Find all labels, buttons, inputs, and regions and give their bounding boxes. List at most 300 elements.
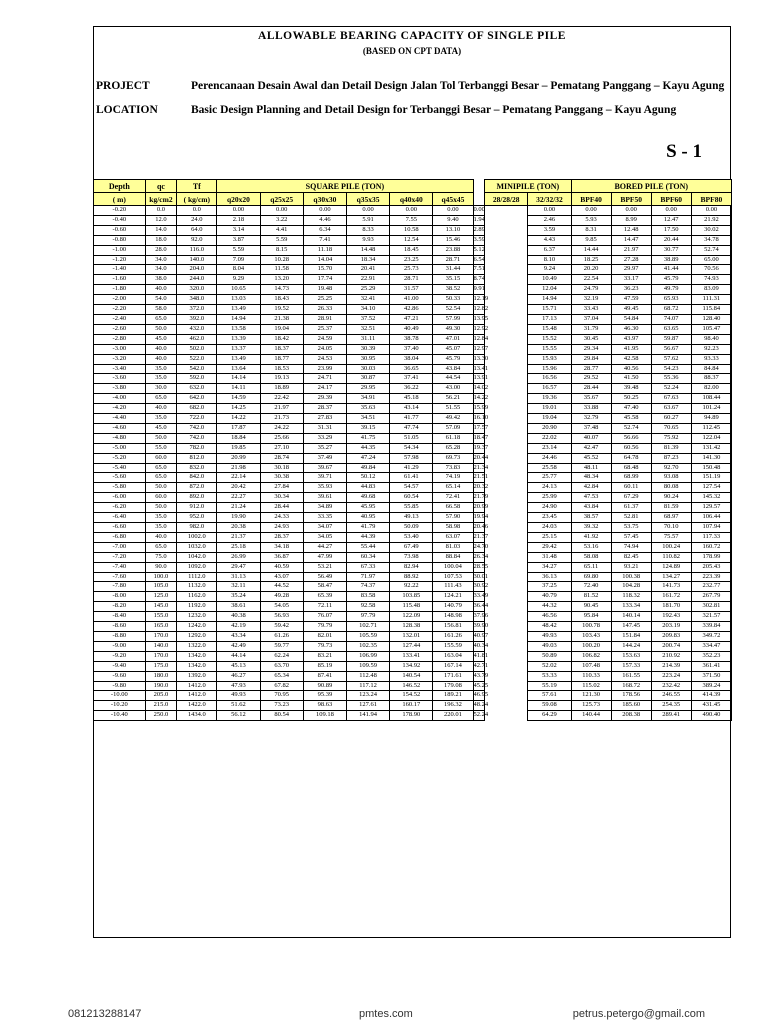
- table-cell: 14.47: [611, 235, 651, 245]
- table-cell: 38.78: [390, 334, 433, 344]
- table-cell: 178.90: [390, 711, 433, 721]
- table-cell: 37.48: [571, 423, 611, 433]
- table-cell: 3.22: [260, 215, 303, 225]
- table-cell: 1342.0: [177, 661, 217, 671]
- table-cell: 100.04: [433, 562, 473, 572]
- table-cell: 117.33: [691, 532, 731, 542]
- table-cell: 36.65: [390, 364, 433, 374]
- table-cell: 20.44: [651, 235, 691, 245]
- table-cell: 81.59: [651, 503, 691, 513]
- table-cell: 67.82: [260, 681, 303, 691]
- table-cell: 170.0: [145, 631, 177, 641]
- table-cell: -5.80: [94, 483, 146, 493]
- table-cell: 18.47: [473, 433, 485, 443]
- table-cell: 48.24: [473, 701, 485, 711]
- table-row: [94, 245, 732, 255]
- table-cell: 161.72: [651, 592, 691, 602]
- table-cell: 209.83: [651, 631, 691, 641]
- table-cell: 44.14: [217, 651, 260, 661]
- table-cell: 0.0: [145, 206, 177, 216]
- table-cell: 1192.0: [177, 602, 217, 612]
- table-cell: 33.49: [473, 592, 485, 602]
- table-cell: 18.25: [571, 255, 611, 265]
- table-row: [94, 275, 732, 285]
- table-cell: 31.31: [303, 423, 346, 433]
- table-cell: 36.13: [528, 572, 571, 582]
- table-gap-cell: [485, 433, 528, 443]
- unit-tf: ( kg/cm): [177, 193, 217, 206]
- table-cell: 63.70: [260, 661, 303, 671]
- table-cell: 115.48: [390, 602, 433, 612]
- table-cell: 682.0: [177, 404, 217, 414]
- table-cell: 38.61: [217, 602, 260, 612]
- table-cell: 37.40: [390, 344, 433, 354]
- table-cell: 14.14: [217, 374, 260, 384]
- table-cell: 56.67: [651, 344, 691, 354]
- table-gap-cell: [485, 275, 528, 285]
- table-cell: 21.24: [217, 503, 260, 513]
- table-cell: 54.05: [260, 602, 303, 612]
- table-cell: 9.24: [528, 265, 571, 275]
- table-cell: 100.0: [145, 572, 177, 582]
- table-row: [94, 661, 732, 671]
- table-cell: 49.45: [611, 305, 651, 315]
- table-cell: 38.0: [145, 275, 177, 285]
- table-cell: 60.11: [611, 483, 651, 493]
- table-cell: 36.87: [260, 552, 303, 562]
- table-cell: -2.20: [94, 305, 146, 315]
- table-cell: 93.08: [651, 473, 691, 483]
- table-cell: 23.45: [528, 513, 571, 523]
- table-cell: 43.07: [260, 572, 303, 582]
- table-cell: 208.38: [611, 711, 651, 721]
- table-cell: 43.84: [433, 364, 473, 374]
- table-cell: 250.0: [145, 711, 177, 721]
- table-cell: 46.30: [611, 324, 651, 334]
- table-row: [94, 542, 732, 552]
- table-cell: 61.37: [611, 503, 651, 513]
- table-cell: 42.84: [571, 483, 611, 493]
- table-row: [94, 344, 732, 354]
- table-cell: 39.15: [347, 423, 390, 433]
- table-cell: 65.0: [145, 314, 177, 324]
- table-cell: 289.41: [651, 711, 691, 721]
- table-cell: 24.05: [303, 344, 346, 354]
- table-cell: 15.99: [473, 404, 485, 414]
- table-cell: 24.59: [303, 334, 346, 344]
- table-cell: 14.04: [303, 255, 346, 265]
- table-row: [94, 394, 732, 404]
- unit-q40x40: q40x40: [390, 193, 433, 206]
- unit-qc: kg/cm2: [145, 193, 177, 206]
- table-cell: 361.41: [691, 661, 731, 671]
- table-cell: 103.85: [390, 592, 433, 602]
- table-cell: 40.0: [145, 404, 177, 414]
- table-cell: 131.42: [691, 443, 731, 453]
- table-cell: -5.40: [94, 463, 146, 473]
- table-cell: 19.52: [260, 305, 303, 315]
- table-cell: 56.21: [433, 394, 473, 404]
- table-cell: 55.0: [145, 443, 177, 453]
- table-cell: 59.77: [260, 641, 303, 651]
- table-cell: 42.58: [611, 354, 651, 364]
- table-row: [94, 681, 732, 691]
- table-cell: 58.98: [433, 523, 473, 533]
- table-row: [94, 404, 732, 414]
- table-cell: 140.0: [145, 641, 177, 651]
- table-cell: 339.84: [691, 622, 731, 632]
- table-cell: 118.32: [611, 592, 651, 602]
- table-cell: 57.09: [433, 423, 473, 433]
- table-cell: 93.33: [691, 354, 731, 364]
- table-cell: 33.17: [611, 275, 651, 285]
- table-cell: -4.20: [94, 404, 146, 414]
- table-cell: 40.97: [473, 631, 485, 641]
- table-cell: 124.21: [433, 592, 473, 602]
- table-cell: 24.13: [528, 483, 571, 493]
- table-row: [94, 206, 732, 216]
- table-cell: 8.33: [347, 225, 390, 235]
- table-gap-cell: [485, 612, 528, 622]
- table-cell: 220.01: [433, 711, 473, 721]
- table-row: [94, 414, 732, 424]
- table-cell: -2.00: [94, 295, 146, 305]
- table-cell: 5.12: [473, 245, 485, 255]
- table-gap-cell: [485, 622, 528, 632]
- table-cell: 57.99: [433, 314, 473, 324]
- table-cell: 90.0: [145, 562, 177, 572]
- table-gap-cell: [485, 443, 528, 453]
- table-cell: 65.0: [145, 394, 177, 404]
- table-cell: 24.17: [303, 384, 346, 394]
- table-cell: 52.24: [651, 384, 691, 394]
- table-cell: 28.71: [433, 255, 473, 265]
- table-cell: -3.40: [94, 364, 146, 374]
- table-cell: 12.84: [473, 334, 485, 344]
- table-cell: 35.0: [145, 414, 177, 424]
- table-row: [94, 701, 732, 711]
- table-cell: -8.60: [94, 622, 146, 632]
- table-cell: 17.87: [217, 423, 260, 433]
- table-cell: -4.40: [94, 414, 146, 424]
- table-cell: 45.79: [433, 354, 473, 364]
- table-cell: 13.30: [473, 354, 485, 364]
- table-cell: 73.23: [260, 701, 303, 711]
- table-cell: 42.86: [390, 305, 433, 315]
- table-cell: 50.33: [433, 295, 473, 305]
- table-row: [94, 582, 732, 592]
- table-cell: 35.24: [217, 592, 260, 602]
- table-cell: 110.33: [571, 671, 611, 681]
- table-cell: 90.24: [651, 493, 691, 503]
- table-gap-cell: [485, 314, 528, 324]
- table-cell: 63.07: [433, 532, 473, 542]
- table-cell: 50.0: [145, 324, 177, 334]
- table-cell: 40.34: [473, 641, 485, 651]
- table-body: [94, 206, 732, 721]
- table-cell: -0.80: [94, 235, 146, 245]
- table-cell: 140.14: [611, 612, 651, 622]
- table-cell: 40.49: [390, 324, 433, 334]
- table-cell: 8.10: [528, 255, 571, 265]
- table-cell: 49.68: [347, 493, 390, 503]
- table-cell: 67.29: [611, 493, 651, 503]
- table-cell: 107.48: [571, 661, 611, 671]
- table-cell: 39.90: [473, 622, 485, 632]
- table-cell: 57.90: [433, 513, 473, 523]
- table-cell: 92.22: [390, 582, 433, 592]
- table-row: [94, 314, 732, 324]
- table-cell: 42.71: [473, 661, 485, 671]
- table-cell: 15.55: [528, 344, 571, 354]
- table-cell: -1.00: [94, 245, 146, 255]
- table-gap-cell: [485, 225, 528, 235]
- table-cell: 111.43: [433, 582, 473, 592]
- table-cell: 82.45: [611, 552, 651, 562]
- table-cell: 215.0: [145, 701, 177, 711]
- table-cell: -5.60: [94, 473, 146, 483]
- table-cell: 54.23: [651, 364, 691, 374]
- table-cell: 30.95: [347, 354, 390, 364]
- table-cell: 24.0: [177, 215, 217, 225]
- table-cell: 0.00: [347, 206, 390, 216]
- table-cell: 127.54: [691, 483, 731, 493]
- table-cell: 47.21: [390, 314, 433, 324]
- table-cell: 151.19: [691, 473, 731, 483]
- table-cell: 175.0: [145, 661, 177, 671]
- table-cell: 204.0: [177, 265, 217, 275]
- table-cell: 106.99: [347, 651, 390, 661]
- table-cell: 61.41: [390, 473, 433, 483]
- table-cell: 12.97: [473, 344, 485, 354]
- table-cell: 1032.0: [177, 542, 217, 552]
- table-cell: 19.90: [217, 513, 260, 523]
- table-cell: 68.97: [651, 513, 691, 523]
- table-cell: 140.54: [390, 671, 433, 681]
- table-row: [94, 483, 732, 493]
- table-cell: -9.00: [94, 641, 146, 651]
- table-cell: 124.89: [651, 562, 691, 572]
- table-cell: 542.0: [177, 364, 217, 374]
- table-cell: 25.99: [528, 493, 571, 503]
- table-cell: 14.73: [260, 285, 303, 295]
- unit-bpf80: BPF80: [691, 193, 731, 206]
- table-cell: 98.63: [303, 701, 346, 711]
- table-cell: 153.63: [611, 651, 651, 661]
- table-cell: -7.60: [94, 572, 146, 582]
- table-cell: 1232.0: [177, 612, 217, 622]
- table-cell: 82.94: [390, 562, 433, 572]
- table-cell: 2.18: [217, 215, 260, 225]
- table-cell: 223.39: [691, 572, 731, 582]
- table-cell: 14.11: [217, 384, 260, 394]
- table-cell: 30.34: [260, 493, 303, 503]
- table-cell: 34.07: [303, 523, 346, 533]
- unit-bpf60: BPF60: [651, 193, 691, 206]
- table-cell: 9.40: [433, 215, 473, 225]
- table-cell: 414.39: [691, 691, 731, 701]
- table-cell: 41.29: [390, 463, 433, 473]
- table-cell: 87.41: [303, 671, 346, 681]
- table-cell: 30.92: [473, 582, 485, 592]
- table-cell: 4.46: [303, 215, 346, 225]
- table-cell: 3.87: [217, 235, 260, 245]
- table-cell: 40.95: [347, 513, 390, 523]
- table-cell: 178.56: [611, 691, 651, 701]
- table-row: [94, 513, 732, 523]
- table-cell: 102.71: [347, 622, 390, 632]
- table-cell: 29.34: [571, 344, 611, 354]
- table-cell: 30.18: [260, 463, 303, 473]
- table-cell: -2.80: [94, 334, 146, 344]
- table-gap-cell: [485, 305, 528, 315]
- table-cell: 43.14: [390, 404, 433, 414]
- table-cell: 1322.0: [177, 641, 217, 651]
- table-cell: 15.48: [528, 324, 571, 334]
- table-gap-cell: [485, 344, 528, 354]
- table-cell: 64.0: [177, 225, 217, 235]
- table-cell: 21.79: [473, 493, 485, 503]
- table-row: [94, 453, 732, 463]
- table-cell: 29.47: [217, 562, 260, 572]
- footer-site: pmtes.com: [359, 1008, 413, 1020]
- table-cell: 28.77: [571, 364, 611, 374]
- table-cell: 349.72: [691, 631, 731, 641]
- table-cell: 34.89: [303, 503, 346, 513]
- table-cell: 28.0: [145, 245, 177, 255]
- table-cell: 70.56: [691, 265, 731, 275]
- table-cell: 51.05: [390, 433, 433, 443]
- table-row: [94, 523, 732, 533]
- table-cell: 21.38: [260, 314, 303, 324]
- table-gap-cell: [485, 414, 528, 424]
- table-cell: 100.38: [611, 572, 651, 582]
- table-cell: 73.83: [433, 463, 473, 473]
- table-cell: 0.00: [217, 206, 260, 216]
- table-cell: 18.53: [260, 364, 303, 374]
- table-cell: 35.15: [433, 275, 473, 285]
- project-label: PROJECT: [96, 80, 150, 92]
- table-cell: 64.29: [528, 711, 571, 721]
- table-cell: 47.59: [611, 295, 651, 305]
- table-cell: 19.36: [528, 394, 571, 404]
- table-cell: 47.01: [433, 334, 473, 344]
- table-cell: 13.37: [217, 344, 260, 354]
- table-cell: 842.0: [177, 473, 217, 483]
- table-cell: 632.0: [177, 384, 217, 394]
- table-cell: -1.20: [94, 255, 146, 265]
- table-cell: 74.93: [691, 275, 731, 285]
- table-row: [94, 671, 732, 681]
- table-cell: 112.45: [691, 423, 731, 433]
- table-cell: 14.22: [473, 394, 485, 404]
- table-cell: 20.20: [571, 265, 611, 275]
- table-cell: 122.09: [390, 612, 433, 622]
- table-cell: 30.87: [347, 374, 390, 384]
- table-cell: 20.42: [217, 483, 260, 493]
- table-cell: 6.54: [473, 255, 485, 265]
- table-cell: -0.20: [94, 206, 146, 216]
- report-title: ALLOWABLE BEARING CAPACITY OF SINGLE PILE: [258, 30, 566, 42]
- table-cell: 56.49: [303, 572, 346, 582]
- table-cell: 34.05: [303, 532, 346, 542]
- table-cell: 45.95: [347, 503, 390, 513]
- table-cell: 49.13: [390, 513, 433, 523]
- table-cell: 7.55: [390, 215, 433, 225]
- table-cell: 59.87: [651, 334, 691, 344]
- table-cell: 12.19: [473, 295, 485, 305]
- table-cell: 97.79: [347, 612, 390, 622]
- table-cell: 46.56: [528, 612, 571, 622]
- table-cell: 36.22: [390, 384, 433, 394]
- table-cell: 50.12: [347, 473, 390, 483]
- table-cell: 47.74: [390, 423, 433, 433]
- table-cell: 33.43: [571, 305, 611, 315]
- table-row: [94, 384, 732, 394]
- table-cell: 105.47: [691, 324, 731, 334]
- table-cell: 156.81: [433, 622, 473, 632]
- table-cell: 12.92: [473, 324, 485, 334]
- table-cell: 53.16: [571, 542, 611, 552]
- table-cell: 1422.0: [177, 701, 217, 711]
- table-cell: 23.25: [390, 255, 433, 265]
- table-cell: 53.21: [303, 562, 346, 572]
- table-cell: 10.28: [260, 255, 303, 265]
- table-gap-cell: [485, 285, 528, 295]
- unit-q45x45: q45x45: [433, 193, 473, 206]
- table-cell: 79.79: [303, 622, 346, 632]
- table-cell: 28.44: [571, 384, 611, 394]
- table-cell: 246.55: [651, 691, 691, 701]
- table-cell: -8.80: [94, 631, 146, 641]
- table-cell: 16.57: [528, 384, 571, 394]
- table-cell: 75.0: [145, 552, 177, 562]
- table-cell: -8.00: [94, 592, 146, 602]
- table-cell: 25.25: [303, 295, 346, 305]
- table-cell: 40.0: [145, 354, 177, 364]
- table-cell: 0.00: [691, 206, 731, 216]
- table-cell: 83.21: [303, 651, 346, 661]
- table-cell: 106.82: [571, 651, 611, 661]
- table-cell: 47.99: [303, 552, 346, 562]
- table-cell: 58.47: [303, 582, 346, 592]
- table-cell: -3.60: [94, 374, 146, 384]
- table-cell: 892.0: [177, 493, 217, 503]
- table-cell: 106.44: [691, 513, 731, 523]
- table-cell: 30.02: [691, 225, 731, 235]
- table-cell: 47.93: [217, 681, 260, 691]
- table-cell: 163.04: [433, 651, 473, 661]
- table-cell: 98.40: [691, 334, 731, 344]
- table-cell: 52.24: [473, 711, 485, 721]
- table-cell: 490.40: [691, 711, 731, 721]
- table-cell: 65.0: [145, 473, 177, 483]
- table-cell: 742.0: [177, 423, 217, 433]
- table-cell: 19.01: [528, 404, 571, 414]
- table-row: [94, 305, 732, 315]
- table-cell: 39.71: [303, 473, 346, 483]
- table-cell: 214.39: [651, 661, 691, 671]
- header-square-pile: SQUARE PILE (TON): [217, 180, 473, 193]
- table-cell: 102.35: [347, 641, 390, 651]
- table-cell: 19.37: [473, 443, 485, 453]
- table-cell: -4.60: [94, 423, 146, 433]
- table-cell: 50.09: [390, 523, 433, 533]
- table-cell: 12.47: [651, 215, 691, 225]
- table-cell: -10.20: [94, 701, 146, 711]
- bearing-capacity-table: [93, 179, 732, 721]
- table-cell: 32.51: [347, 324, 390, 334]
